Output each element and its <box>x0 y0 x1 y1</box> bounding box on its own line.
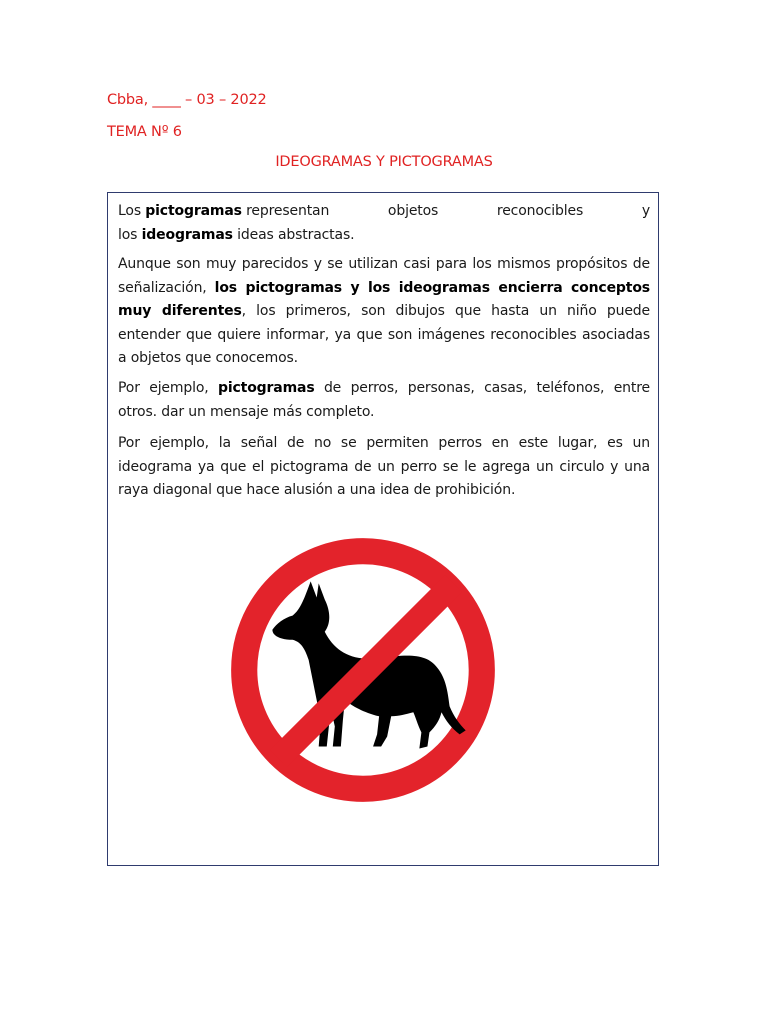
paragraph-ideogram-example: Por ejemplo, la señal de no se permiten perros en este lugar, es un ideograma ya que el pictograma de un perro se le agrega un circulo y una raya diagonal que hace alusión a una idea de prohibición. <box>118 435 650 498</box>
paragraph-intro: Los pictogramas representan objetos reconocibles y los ideogramas ideas abstractas. <box>118 203 650 243</box>
no-dogs-prohibition-icon <box>212 519 514 821</box>
date-line: Cbba, ____ – 03 – 2022 <box>107 92 267 108</box>
paragraph-comparison: Aunque son muy parecidos y se utilizan casi para los mismos propósitos de señalización, los pictogramas y los ideogramas encierra conceptos muy diferentes, los primeros, son dibujos que hasta un niño puede entender que quiere informar, ya que son imágenes reconocibles asociadas a objetos que conocemos. <box>118 256 650 366</box>
page-title: IDEOGRAMAS Y PICTOGRAMAS <box>275 154 493 170</box>
paragraph-pictogram-example: Por ejemplo, pictogramas de perros, personas, casas, teléfonos, entre otros. dar un mensaje más completo. <box>118 380 650 420</box>
topic-number: TEMA Nº 6 <box>107 124 182 140</box>
